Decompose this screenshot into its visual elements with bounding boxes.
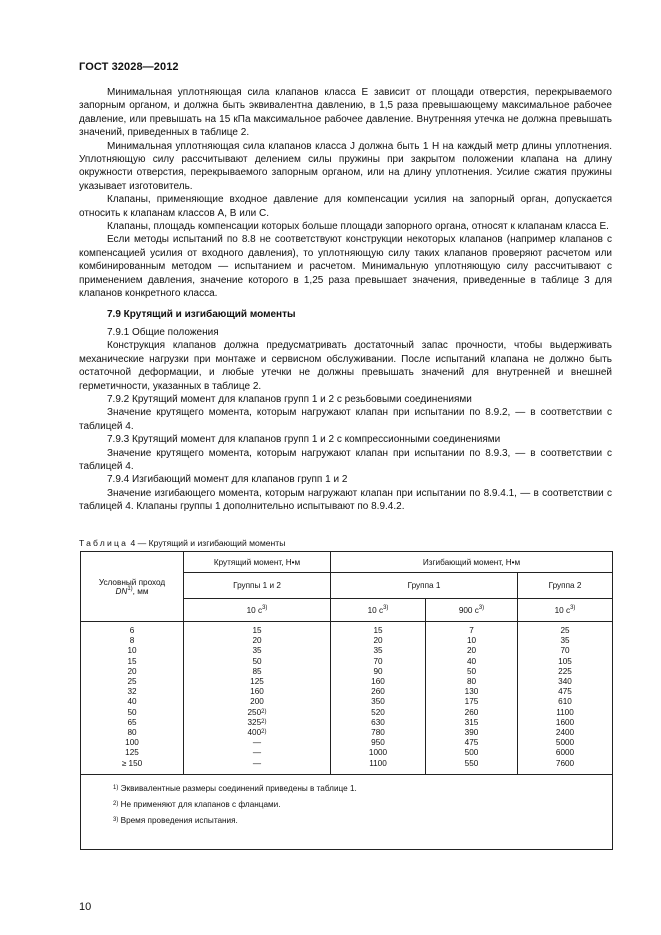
section-title: 7.9 Крутящий и изгибающий моменты — [107, 308, 296, 320]
table-cell: 20 — [252, 636, 262, 646]
table-cell: 225 — [558, 666, 572, 676]
table-cell: 400$^{2)}$ — [247, 728, 267, 738]
note-1: $^{1)}$ Эквивалентные размеры соединений приведены в таблице 1. — [113, 784, 357, 793]
note-2: $^{2)}$ Не применяют для клапанов с фланцами. — [113, 800, 281, 809]
subsection-title: 7.9.3 Крутящий момент для клапанов групп 1 и 2 с компрессионными соединениями — [107, 434, 501, 446]
table-cell: — — [252, 748, 262, 758]
page-number: 10 — [79, 901, 92, 913]
table-caption — [79, 538, 285, 548]
table-cell: 250$^{2)}$ — [247, 707, 267, 717]
table-cell: 160 — [371, 677, 385, 687]
subsection-title: 7.9.2 Крутящий момент для клапанов групп 1 и 2 с резьбовыми соединениями — [107, 393, 472, 405]
table-cell: — — [252, 738, 262, 748]
header-bending: Изгибающий момент, Н•м — [331, 552, 613, 573]
table-cell: 35 — [560, 636, 570, 646]
table-cell: 50 — [127, 707, 137, 717]
document-code: ГОСТ 32028—2012 — [79, 61, 179, 73]
table-caption-title: 4 — Крутящий и изгибающий моменты — [128, 538, 286, 548]
moments-table — [80, 551, 613, 850]
column-torque — [184, 622, 331, 775]
table-cell: 125 — [125, 748, 139, 758]
table-cell: 630 — [371, 717, 385, 727]
table-cell: 125 — [250, 677, 264, 687]
table-cell: 340 — [558, 677, 572, 687]
table-cell: 610 — [558, 697, 572, 707]
table-cell: 15 — [373, 626, 383, 635]
table-cell: 475 — [558, 687, 572, 697]
table-cell: 20 — [373, 636, 383, 646]
table-cell: 35 — [373, 646, 383, 656]
header-time-10s: 10 $с^{3)}$ — [331, 599, 426, 622]
paragraph: Клапаны, применяющие входное давление для компенсации усилия на запорный орган, допускается относить к клапанам классов А, В или С. — [79, 194, 612, 219]
paragraph: Значение крутящего момента, которым нагружают клапан при испытании по 8.9.3, — в соответствии с таблицей 4. — [79, 447, 612, 472]
body-text — [79, 86, 612, 514]
header-torque: Крутящий момент, Н•м — [184, 552, 331, 573]
table-notes — [81, 775, 613, 850]
table-cell: 1100 — [369, 758, 387, 768]
subsection-title: 7.9.4 Изгибающий момент для клапанов групп 1 и 2 — [107, 474, 348, 486]
table-cell: 80 — [127, 728, 137, 738]
column-bending-g2-10s — [518, 622, 613, 775]
column-bending-g1-900s — [426, 622, 518, 775]
paragraph: Клапаны, площадь компенсации которых больше площади запорного органа, относят к клапанам класса Е. — [107, 221, 609, 233]
table-cell: — — [252, 758, 262, 768]
table-cell: 200 — [250, 697, 264, 707]
header-time-900s: 900 $с^{3)}$ — [426, 599, 518, 622]
table-cell: 350 — [371, 697, 385, 707]
table-caption-prefix: Таблица — [79, 538, 129, 548]
table-cell: 8 — [129, 636, 135, 646]
table-cell: 260 — [464, 707, 479, 717]
header-time-10s: 10 $с^{3)}$ — [184, 599, 331, 622]
subsection-title: 7.9.1 Общие положения — [107, 326, 219, 338]
table-cell: 390 — [464, 728, 479, 738]
table-cell: 105 — [558, 656, 572, 666]
header-group-1: Группа 1 — [331, 573, 518, 599]
table-cell: 70 — [373, 656, 383, 666]
table-cell: 950 — [371, 738, 385, 748]
table-cell: 35 — [252, 646, 262, 656]
table-cell: 10 — [127, 646, 137, 656]
paragraph: Значение изгибающего момента, которым нагружают клапан при испытании по 8.9.4.1, — в соответствии с таблицей 4. Клапаны группы 1 дополнительно испытывают по 8.9.4.2. — [79, 487, 612, 513]
table-cell: 80 — [466, 677, 477, 687]
table-cell: 6 — [129, 626, 135, 635]
table-cell: 100 — [125, 738, 139, 748]
table-cell: 50 — [252, 656, 262, 666]
table-cell: 25 — [127, 677, 137, 687]
header-group-2: Группа 2 — [518, 573, 613, 599]
table-cell: 260 — [371, 687, 385, 697]
table-cell: 175 — [464, 697, 479, 707]
table-cell: 130 — [464, 687, 479, 697]
table-cell: 90 — [373, 666, 383, 676]
paragraph: Минимальная уплотняющая сила клапанов класса Е зависит от площади отверстия, перекрываемого запорным органом, и должна быть эквивалентна давлению, в 1,5 раза превышающему максимальное рабочее давление, или превышать на 15 кПа максимальное рабочее давление. Внутренняя утечка не должна превышать значений, приведенных в таблице 2. — [79, 87, 612, 139]
header-time-10s: 10 $с^{3)}$ — [518, 599, 613, 622]
table-cell: 160 — [250, 687, 264, 697]
table-cell: 2400 — [555, 728, 575, 738]
table-cell: 1600 — [555, 717, 575, 727]
paragraph: Минимальная уплотняющая сила клапанов класса J должна быть 1 Н на каждый метр длины уплотнения. Уплотняющую силу рассчитывают делением силы пружины при закрытом положении клапана на длину окружности отверстия, перекрываемого запорным органом, или на длину уплотнения. Усилие сжатия пружины указывает изготовитель. — [79, 140, 612, 192]
table-cell: 40 — [127, 697, 137, 707]
table-cell: 20 — [466, 646, 477, 656]
table-cell: 85 — [252, 666, 262, 676]
table-cell: 550 — [464, 758, 479, 768]
column-bending-g1-10s — [331, 622, 426, 775]
paragraph: Значение крутящего момента, которым нагружают клапан при испытании по 8.9.2, — в соответствии с таблицей 4. — [79, 407, 612, 432]
table-cell: 7 — [469, 626, 474, 635]
header-dn-label: Условный проход — [98, 577, 166, 587]
header-nominal-size — [81, 552, 184, 622]
note-3: $^{3)}$ Время проведения испытания. — [113, 816, 238, 825]
table-cell: 70 — [560, 646, 570, 656]
table-cell: ≥ 150 — [121, 758, 143, 768]
column-dn — [81, 622, 184, 775]
table-cell: 50 — [466, 666, 477, 676]
header-dn-symbol: DN$^{1)}$, мм — [115, 585, 149, 596]
table-cell: 40 — [466, 656, 477, 666]
table-cell: 315 — [464, 717, 479, 727]
table-cell: 780 — [371, 728, 385, 738]
table-cell: 32 — [127, 687, 137, 697]
table-cell: 25 — [560, 626, 570, 635]
paragraph: Конструкция клапанов должна предусматривать достаточный запас прочности, чтобы выдерживать механические нагрузки при монтаже и сервисном обслуживании. После испытаний клапана не должно быть остаточной деформации, и любые утечки не должны превышать значений для внутренней и внешней герметичности, указанных в таблице 2. — [79, 340, 612, 392]
table-cell: 15 — [127, 656, 137, 666]
table-cell: 7600 — [555, 758, 575, 768]
table-cell: 15 — [252, 626, 262, 635]
header-groups-1-2: Группы 1 и 2 — [184, 573, 331, 599]
table-cell: 1100 — [556, 707, 574, 717]
table-cell: 6000 — [555, 748, 575, 758]
table-cell: 475 — [464, 738, 479, 748]
table-cell: 500 — [464, 748, 479, 758]
paragraph: Если методы испытаний по 8.8 не соответствуют конструкции некоторых клапанов (например клапанов с компенсацией усилия от входного давления), то уплотняющую силу таких клапанов проверяют расчетом или комбинированным методом — испытанием и расчетом. Минимальную уплотняющую силу рассчитывают с применением давления, значение которого в 1,25 раза превышает значения, приведенные в таблице 3 для клапанов конкретного класса. — [79, 234, 612, 300]
table-cell: 5000 — [555, 738, 575, 748]
table-cell: 1000 — [368, 748, 388, 758]
table-cell: 325$^{2)}$ — [247, 717, 267, 727]
table-cell: 10 — [466, 636, 477, 646]
table-cell: 20 — [127, 666, 137, 676]
table-cell: 65 — [127, 717, 137, 727]
table-cell: 520 — [371, 707, 385, 717]
